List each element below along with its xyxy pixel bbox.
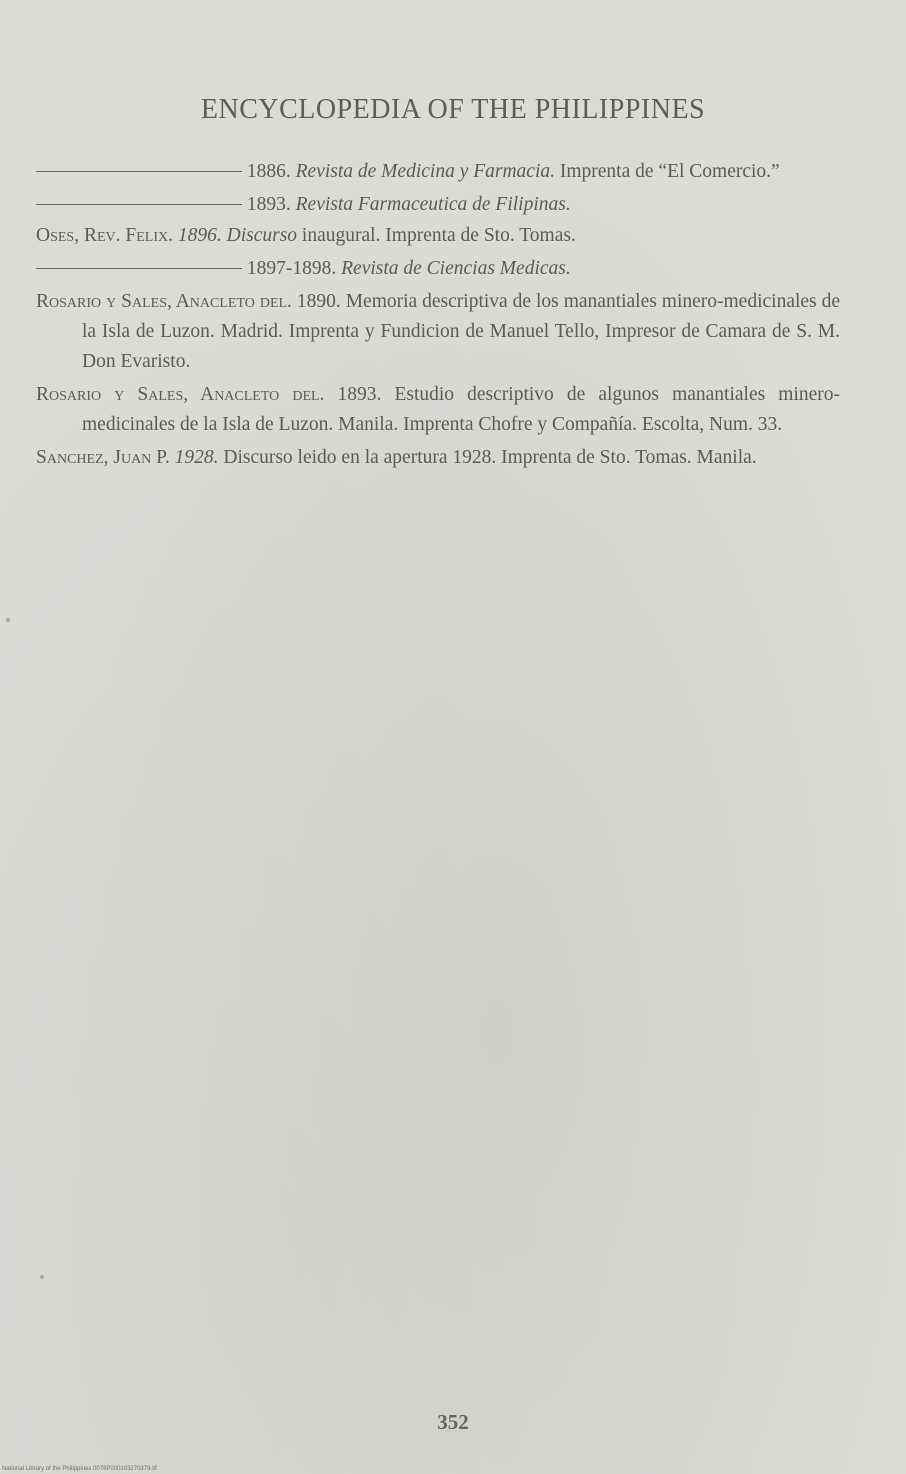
entry-author: Oses, Rev. Felix. bbox=[36, 225, 173, 246]
entry-year: 1893. bbox=[246, 194, 291, 215]
entry-year: 1893. bbox=[337, 384, 382, 405]
bibliography-entry bbox=[36, 254, 840, 284]
scan-footer-stamp: National Library of the Philippines 0078P000103270379.tif bbox=[2, 1466, 157, 1472]
entry-details: inaugural. Imprenta de Sto. Tomas. bbox=[301, 225, 576, 246]
page-number: 352 bbox=[437, 1410, 469, 1434]
entry-details: Imprenta de “El Comercio.” bbox=[559, 161, 780, 182]
ditto-rule bbox=[36, 268, 242, 269]
bibliography-list bbox=[36, 157, 840, 476]
bibliography-entry bbox=[36, 380, 840, 440]
bibliography-entry bbox=[36, 157, 840, 187]
ditto-rule bbox=[36, 204, 242, 205]
entry-author: Rosario y Sales, Anacleto del. bbox=[36, 384, 325, 405]
bibliography-entry bbox=[36, 190, 840, 220]
entry-title: Revista de Ciencias Medicas. bbox=[341, 258, 571, 279]
bibliography-entry bbox=[36, 221, 840, 251]
ditto-rule bbox=[36, 171, 242, 172]
scan-speck bbox=[40, 1275, 44, 1279]
scan-speck bbox=[6, 618, 10, 622]
running-head: ENCYCLOPEDIA OF THE PHILIPPINES bbox=[200, 94, 706, 125]
entry-year: 1890. bbox=[296, 291, 341, 312]
entry-details: Memoria descriptiva de los manantiales minero-medicinales de la Isla de Luzon. Madrid. Imprenta y Fundicion de Manuel Tello, Impresor de Camara de S. M. Don Evaristo. bbox=[82, 291, 841, 372]
entry-year: 1928. bbox=[174, 447, 219, 468]
bibliography-entry bbox=[36, 443, 840, 473]
bibliography-entry bbox=[36, 287, 840, 377]
entry-title: Discurso bbox=[226, 225, 298, 246]
entry-title: Revista Farmaceutica de Filipinas. bbox=[295, 194, 571, 215]
entry-year: 1897-1898. bbox=[246, 258, 337, 279]
entry-year: 1896. bbox=[177, 225, 222, 246]
entry-author: Rosario y Sales, Anacleto del. bbox=[36, 291, 292, 312]
entry-title: Revista de Medicina y Farmacia. bbox=[295, 161, 555, 182]
entry-details: Estudio descriptivo de algunos manantiales minero-medicinales de la Isla de Luzon. Manila. Imprenta Chofre y Compañía. Escolta, Num. 33. bbox=[82, 384, 841, 435]
entry-year: 1886. bbox=[246, 161, 291, 182]
entry-details: Discurso leido en la apertura 1928. Imprenta de Sto. Tomas. Manila. bbox=[223, 447, 757, 468]
entry-author: Sanchez, Juan P. bbox=[36, 447, 170, 468]
